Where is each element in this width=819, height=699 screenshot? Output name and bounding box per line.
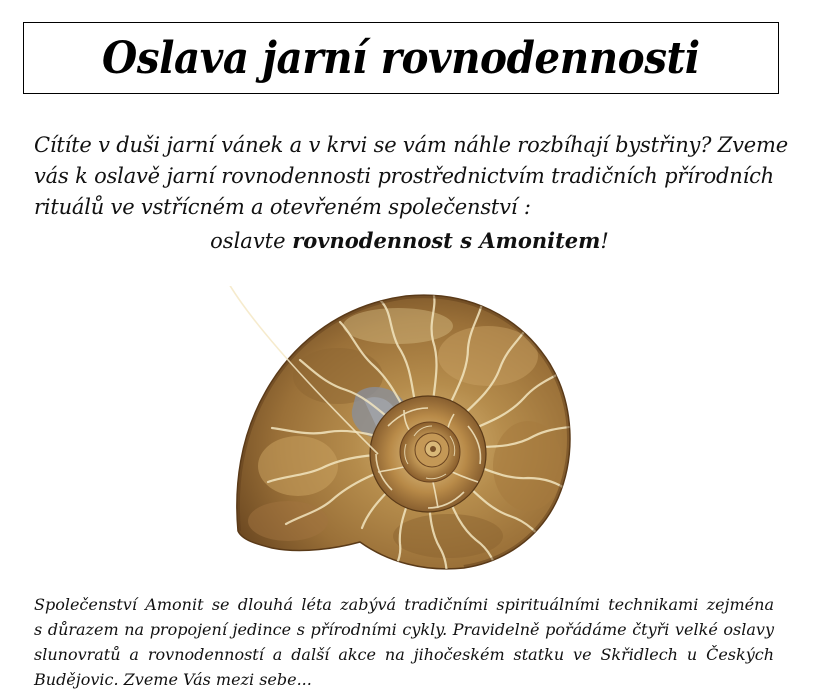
intro-line: vás k oslavě jarní rovnodennosti prostřednictvím tradičních přírodních [34, 164, 774, 188]
footer-line: Společenství Amonit se dlouhá léta zabývá tradičními spirituálními technikami zejména [34, 595, 774, 614]
invite-line [0, 228, 819, 253]
title-box [23, 22, 779, 94]
footer-line: Budějovic. Zveme Vás mezi sebe... [34, 670, 312, 689]
footer-paragraph [34, 592, 774, 692]
invite-emphasis: rovnodennost s Amonitem [292, 228, 601, 253]
intro-paragraph [34, 130, 788, 223]
page-title: Oslava jarní rovnodennosti [102, 32, 700, 84]
ammonite-fossil-image [228, 286, 578, 572]
invite-prefix: oslavte [210, 229, 293, 253]
footer-line: slunovratů a rovnodenností a další akce na jihočeském statku ve Skřidlech u Českých [34, 645, 774, 664]
ammonite-fossil-illustration [228, 286, 578, 572]
intro-line: Cítíte v duši jarní vánek a v krvi se vám náhle rozbíhají bystřiny? Zveme [34, 133, 788, 157]
invite-suffix: ! [600, 229, 609, 253]
intro-line: rituálů ve vstřícném a otevřeném společenství : [34, 195, 531, 219]
footer-line: s důrazem na propojení jedince s přírodními cykly. Pravidelně pořádáme čtyři velké oslavy [34, 620, 774, 639]
